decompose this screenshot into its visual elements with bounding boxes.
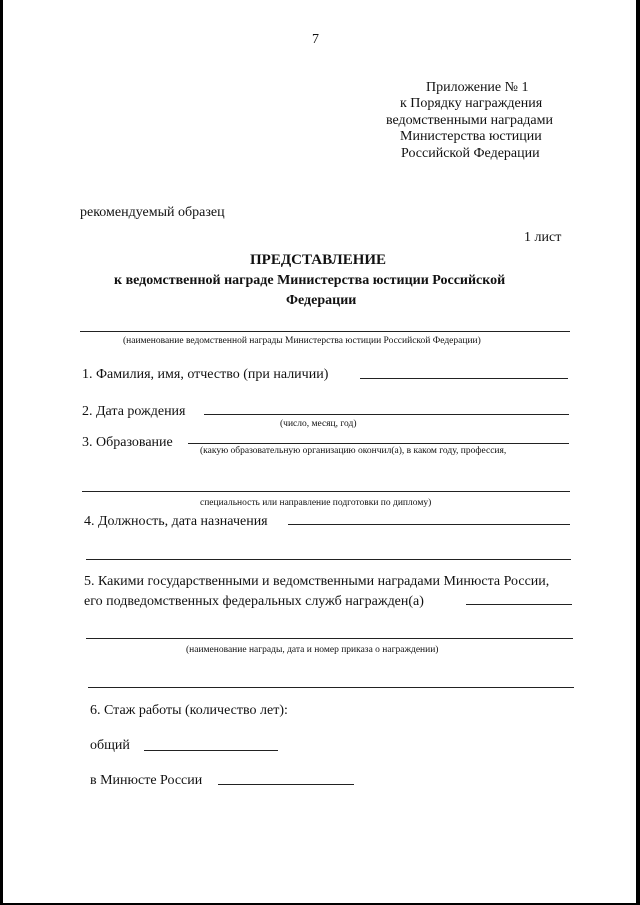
- award-name-hint: (наименование ведомственной награды Министерства юстиции Российской Федерации): [123, 336, 481, 346]
- award-name-line: [80, 331, 570, 332]
- field-education-hint-2: специальность или направление подготовки по диплому): [200, 498, 432, 508]
- field-position-label: 4. Должность, дата назначения: [84, 514, 268, 529]
- field-position-line[interactable]: [288, 524, 570, 525]
- title-sub-1: к ведомственной награде Министерства юстиции Российской: [114, 273, 506, 288]
- field-awards-label-2: его подведомственных федеральных служб награжден(а): [84, 594, 424, 609]
- field-experience-total-label: общий: [90, 738, 130, 753]
- field-awards-line[interactable]: [466, 604, 572, 605]
- field-experience-label: 6. Стаж работы (количество лет):: [90, 703, 288, 718]
- page-number: 7: [312, 32, 319, 47]
- appendix-line-2: к Порядку награждения: [400, 96, 543, 111]
- scan-edge-left: [0, 0, 3, 905]
- sheet-label: 1 лист: [524, 230, 562, 245]
- appendix-line-1: Приложение № 1: [426, 80, 529, 95]
- title-sub-2: Федерации: [286, 293, 357, 308]
- appendix-line-5: Российской Федерации: [401, 146, 540, 161]
- appendix-line-4: Министерства юстиции: [400, 129, 542, 144]
- appendix-line-3: ведомственными наградами: [386, 113, 553, 128]
- field-experience-ministry-line[interactable]: [218, 784, 354, 785]
- field-position-line-2[interactable]: [86, 559, 571, 560]
- field-experience-ministry-label: в Минюсте России: [90, 773, 203, 788]
- field-fio-label: 1. Фамилия, имя, отчество (при наличии): [82, 367, 329, 382]
- title-main: ПРЕДСТАВЛЕНИЕ: [250, 252, 387, 268]
- field-awards-line-2[interactable]: [86, 638, 573, 639]
- field-education-hint-1: (какую образовательную организацию окончил(а), в каком году, профессия,: [200, 446, 507, 456]
- field-birthdate-line[interactable]: [204, 414, 569, 415]
- field-awards-hint: (наименование награды, дата и номер приказа о награждении): [186, 645, 439, 655]
- field-birthdate-hint: (число, месяц, год): [280, 419, 357, 429]
- field-experience-total-line[interactable]: [144, 750, 278, 751]
- field-fio-line[interactable]: [360, 378, 568, 379]
- field-education-label: 3. Образование: [82, 435, 173, 450]
- field-education-line-2[interactable]: [82, 491, 570, 492]
- field-birthdate-label: 2. Дата рождения: [82, 404, 186, 419]
- field-awards-label-1: 5. Какими государственными и ведомственными наградами Минюста России,: [84, 574, 550, 589]
- field-education-line[interactable]: [188, 443, 569, 444]
- field-awards-line-3[interactable]: [88, 687, 574, 688]
- sample-label: рекомендуемый образец: [80, 205, 225, 220]
- scan-edge-right: [636, 0, 640, 905]
